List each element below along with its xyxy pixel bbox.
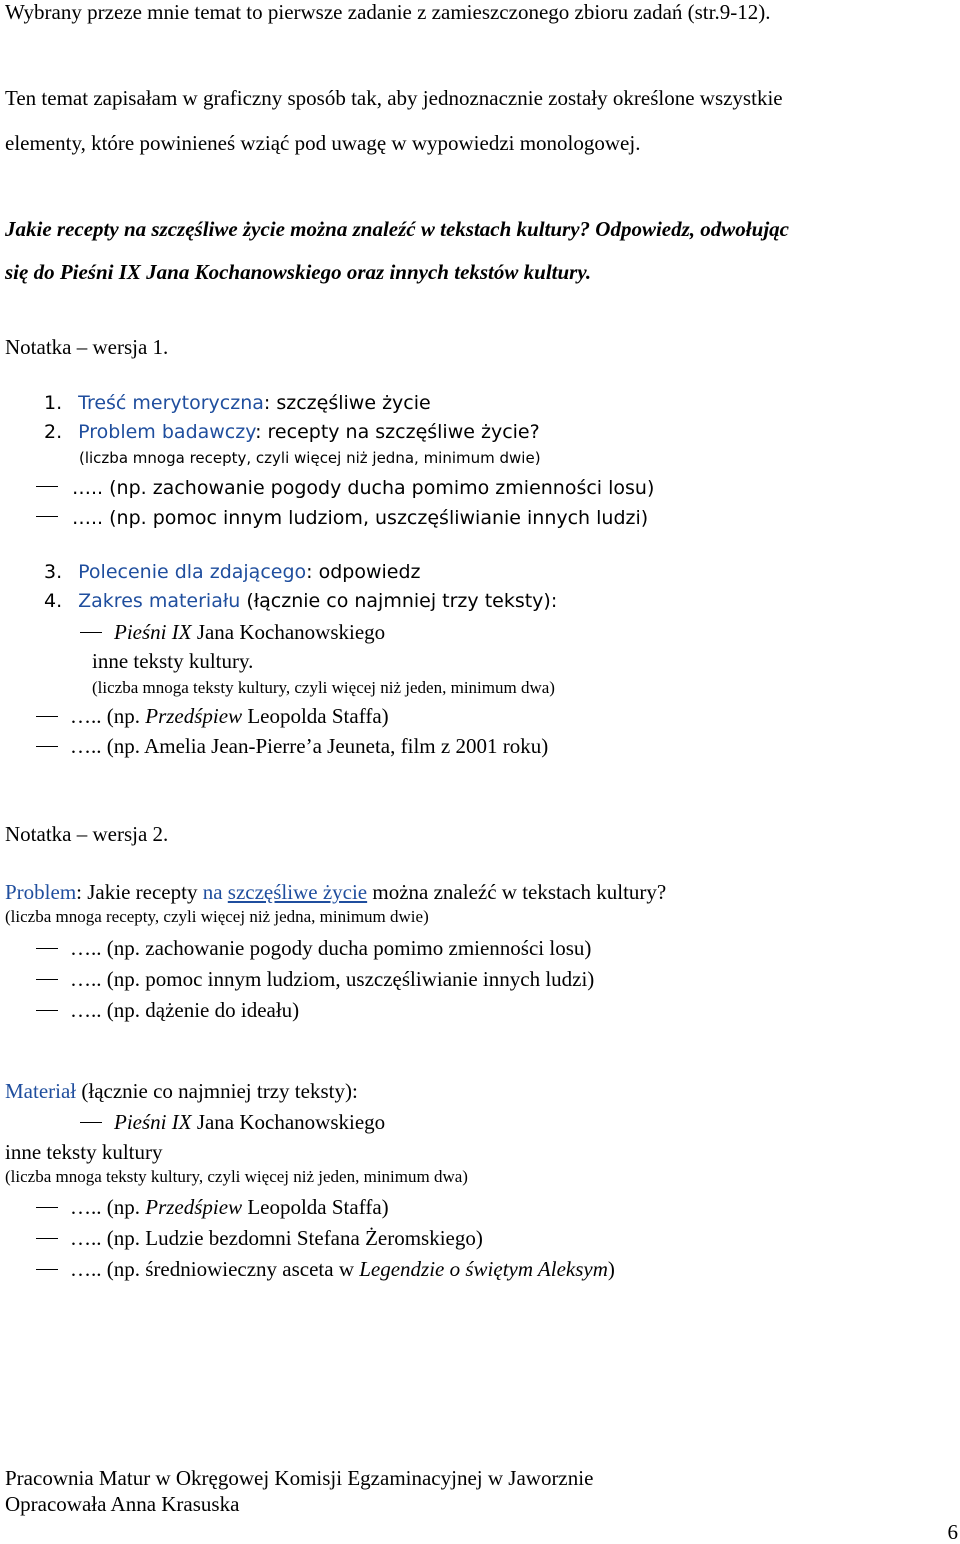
v1-point-2-example-2-text: ….. (np. pomoc innym ludziom, uszczęśliwianie innych ludzi): [72, 507, 649, 529]
v1-point-4-label: Zakres materiału: [78, 590, 241, 612]
intro-line-3: elementy, które powinieneś wziąć pod uwagę w wypowiedzi monologowej.: [5, 131, 641, 155]
v2-problem-text-c: można znaleźć w tekstach kultury?: [367, 880, 667, 904]
v2-material-example-3-suffix: ): [607, 1257, 615, 1281]
v2-problem: [5, 880, 666, 904]
v2-problem-text-na: na: [202, 880, 228, 904]
title-legenda-aleksy: Legendzie o świętym Aleksym: [359, 1257, 608, 1281]
v2-material-example-3: [36, 1257, 615, 1281]
v2-material-example-3-prefix: ….. (np. średniowieczny asceta w: [70, 1257, 360, 1281]
v2-example-1: [36, 936, 591, 960]
v1-point-4-num: 4.: [44, 590, 63, 612]
title-przedspiew: Przedśpiew: [145, 1195, 243, 1219]
intro-line-2: Ten temat zapisałam w graficzny sposób tak, aby jednoznacznie zostały określone wszystkie: [5, 86, 783, 110]
v2-material-note: (liczba mnoga teksty kultury, czyli więcej niż jeden, minimum dwa): [5, 1167, 468, 1186]
v2-heading: Notatka – wersja 2.: [5, 822, 169, 846]
topic-line-2: się do Pieśni IX Jana Kochanowskiego oraz innych tekstów kultury.: [5, 260, 592, 284]
v1-point-2-num: 2.: [44, 421, 63, 443]
v1-point-2-label: Problem badawczy: [78, 421, 256, 443]
v1-point-2-example-2: [36, 506, 648, 530]
v1-point-1-label: Treść merytoryczna: [78, 392, 264, 414]
v2-material: [5, 1079, 358, 1103]
v2-material-example-1: [36, 1195, 389, 1219]
dash-bullet: [36, 516, 58, 517]
v2-material-example-1-prefix: ….. (np.: [70, 1195, 146, 1219]
v2-material-example-2-text: ….. (np. Ludzie bezdomni Stefana Żeromskiego): [70, 1226, 483, 1250]
v1-point-3-num: 3.: [44, 561, 63, 583]
v2-example-3-text: ….. (np. dążenie do ideału): [70, 998, 300, 1022]
dash-bullet: [36, 746, 58, 747]
v2-problem-note: (liczba mnoga recepty, czyli więcej niż jedna, minimum dwie): [5, 907, 429, 926]
v2-example-1-text: ….. (np. zachowanie pogody ducha pomimo zmienności losu): [70, 936, 592, 960]
v1-point-1: [44, 391, 431, 415]
dash-bullet: [36, 979, 58, 980]
topic-line-1: [5, 217, 789, 241]
footer-institution: Pracownia Matur w Okręgowej Komisji Egzaminacyjnej w Jaworznie: [5, 1466, 594, 1490]
v1-point-2-example-1: [36, 476, 654, 500]
v1-point-4-item-1-author: Jana Kochanowskiego: [191, 620, 386, 644]
v2-material-example-2: [36, 1226, 483, 1250]
dash-bullet: [36, 716, 58, 717]
dash-bullet: [36, 948, 58, 949]
v2-problem-underlined: szczęśliwe życie: [227, 880, 368, 904]
v1-point-4-example-1: [36, 704, 389, 728]
v1-point-3: [44, 560, 421, 584]
v2-material-item-2: inne teksty kultury: [5, 1140, 163, 1164]
dash-bullet: [36, 1238, 58, 1239]
dash-bullet: [80, 632, 102, 633]
v1-point-4-example-2: [36, 734, 548, 758]
v2-material-item-1-author: Jana Kochanowskiego: [191, 1110, 386, 1134]
v1-point-2-example-1-text: ….. (np. zachowanie pogody ducha pomimo zmienności losu): [72, 477, 655, 499]
v1-point-2-value: : recepty na szczęśliwe życie?: [255, 421, 540, 443]
page-number: 6: [947, 1520, 958, 1544]
v1-point-4-item-1: [80, 620, 385, 644]
v1-point-4-example-2-text: ….. (np. Amelia Jean-Pierre’a Jeuneta, film z 2001 roku): [70, 734, 549, 758]
v1-point-4-item-2: inne teksty kultury.: [92, 649, 254, 673]
title-przedspiew: Przedśpiew: [145, 704, 243, 728]
v2-problem-label: Problem: [5, 880, 77, 904]
v1-point-1-value: : szczęśliwe życie: [263, 392, 431, 414]
dash-bullet: [36, 1010, 58, 1011]
v2-example-3: [36, 998, 299, 1022]
v1-point-4: [44, 589, 557, 613]
v1-point-4-example-1-prefix: ….. (np.: [70, 704, 146, 728]
v1-point-4-value: (łącznie co najmniej trzy teksty):: [240, 590, 558, 612]
topic-instruction: Odpowiedz, odwołując: [590, 217, 789, 241]
v2-example-2-text: ….. (np. pomoc innym ludziom, uszczęśliwianie innych ludzi): [70, 967, 595, 991]
intro-line-1: Wybrany przeze mnie temat to pierwsze zadanie z zamieszczonego zbioru zadań (str.9-12).: [5, 0, 771, 24]
dash-bullet: [36, 1269, 58, 1270]
v1-point-1-num: 1.: [44, 392, 63, 414]
v1-point-3-label: Polecenie dla zdającego: [78, 561, 307, 583]
v1-point-4-example-1-author: Leopolda Staffa): [242, 704, 389, 728]
dash-bullet: [80, 1122, 102, 1123]
topic-question: Jakie recepty na szczęśliwe życie można znaleźć w tekstach kultury?: [5, 217, 591, 241]
v2-example-2: [36, 967, 594, 991]
v1-point-4-note: (liczba mnoga teksty kultury, czyli więcej niż jeden, minimum dwa): [92, 678, 555, 697]
dash-bullet: [36, 1207, 58, 1208]
v2-material-text: (łącznie co najmniej trzy teksty):: [76, 1079, 358, 1103]
v1-point-2: [44, 420, 540, 444]
footer-author: Opracowała Anna Krasuska: [5, 1492, 240, 1516]
v2-material-item-1: [80, 1110, 385, 1134]
title-piesni-ix: Pieśni IX: [114, 1110, 192, 1134]
v2-problem-text-a: : Jakie recepty: [76, 880, 203, 904]
v1-point-3-value: : odpowiedz: [306, 561, 421, 583]
v2-material-example-1-author: Leopolda Staffa): [242, 1195, 389, 1219]
v1-heading: Notatka – wersja 1.: [5, 335, 169, 359]
v2-material-label: Materiał: [5, 1079, 77, 1103]
dash-bullet: [36, 486, 58, 487]
v1-point-2-note: (liczba mnoga recepty, czyli więcej niż jedna, minimum dwie): [79, 449, 541, 467]
title-piesni-ix: Pieśni IX: [114, 620, 192, 644]
